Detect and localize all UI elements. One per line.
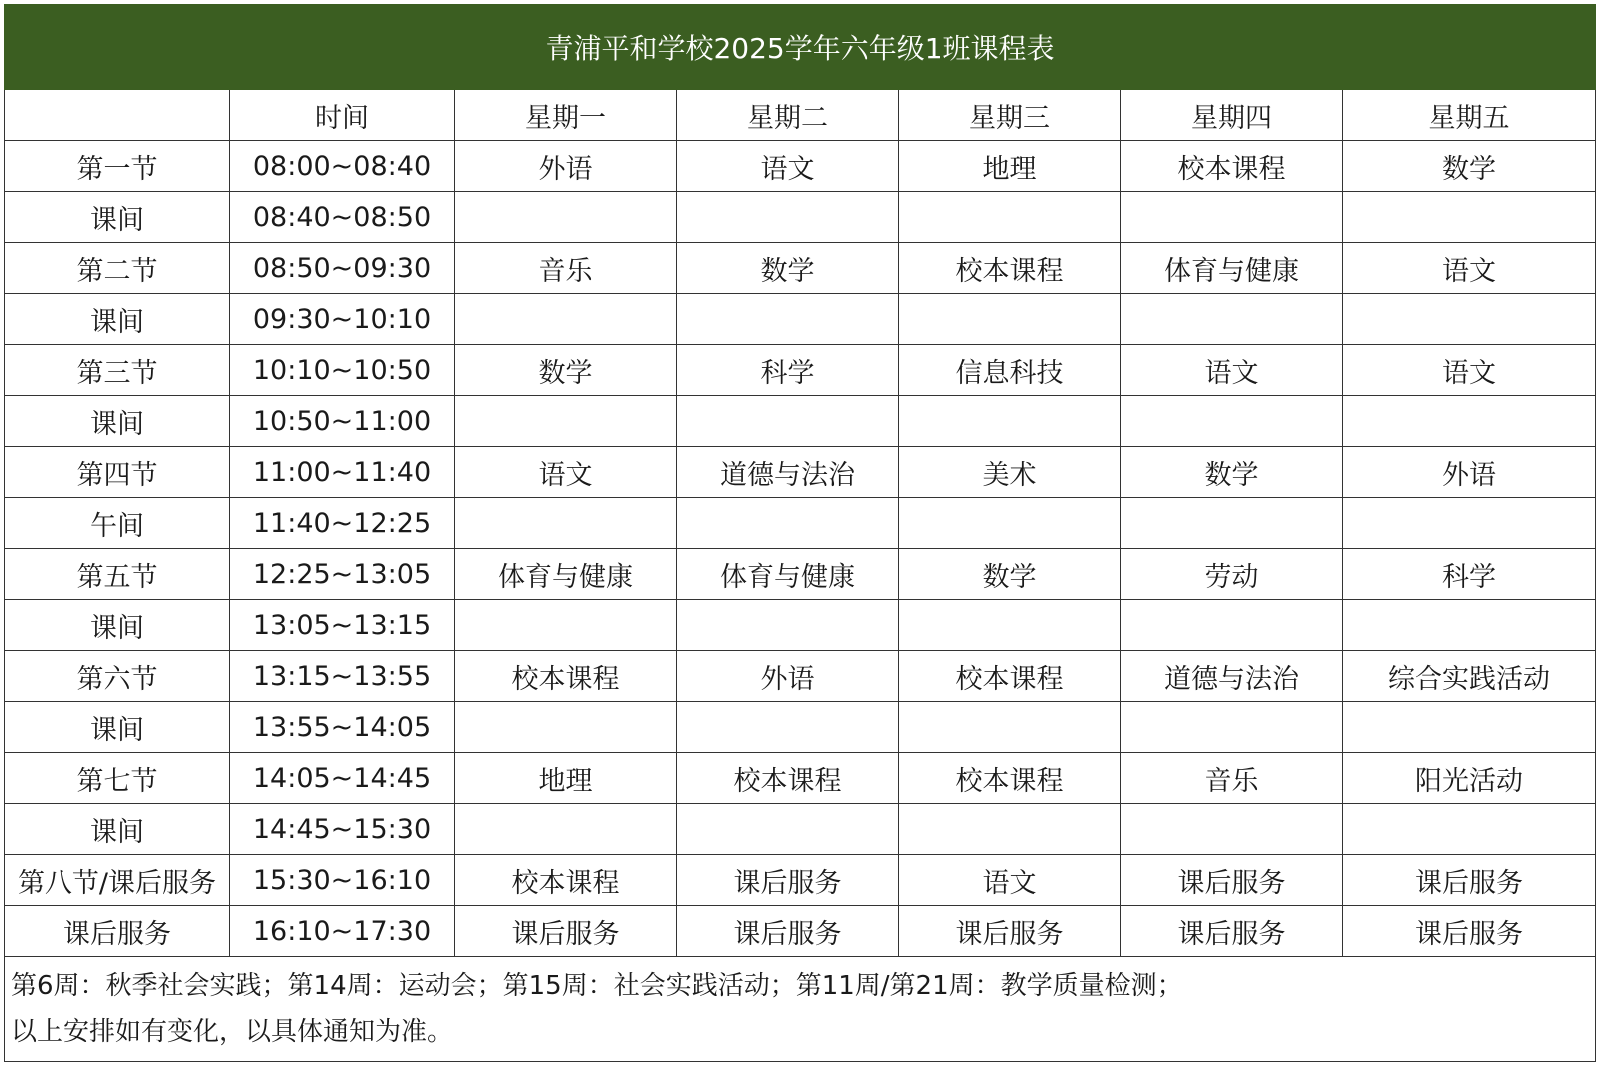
course-cell: 课后服务: [1121, 906, 1343, 957]
note-line: 第6周：秋季社会实践；第14周：运动会；第15周：社会实践活动；第11周/第21周：教学质量检测；: [11, 971, 1183, 1001]
time-cell: 13:55~14:05: [230, 702, 455, 753]
header-row: [5, 90, 1596, 141]
time-cell: 13:15~13:55: [230, 651, 455, 702]
course-cell: [455, 600, 677, 651]
course-cell: 校本课程: [677, 753, 899, 804]
time-cell: 11:00~11:40: [230, 447, 455, 498]
period-cell: 课间: [5, 804, 230, 855]
course-cell: 数学: [455, 345, 677, 396]
table-row: [5, 855, 1596, 906]
course-cell: [1343, 600, 1596, 651]
course-cell: 语文: [677, 141, 899, 192]
course-cell: 音乐: [1121, 753, 1343, 804]
table-row: [5, 804, 1596, 855]
course-cell: 课后服务: [455, 906, 677, 957]
course-cell: [899, 294, 1121, 345]
period-cell: 第五节: [5, 549, 230, 600]
course-cell: 语文: [1343, 345, 1596, 396]
time-cell: 11:40~12:25: [230, 498, 455, 549]
period-cell: 课间: [5, 702, 230, 753]
course-cell: [677, 192, 899, 243]
time-cell: 10:10~10:50: [230, 345, 455, 396]
time-cell: 09:30~10:10: [230, 294, 455, 345]
course-cell: 校本课程: [899, 651, 1121, 702]
course-cell: [899, 396, 1121, 447]
course-cell: 语文: [1343, 243, 1596, 294]
header-day-friday: 星期五: [1343, 90, 1596, 141]
course-cell: 语文: [899, 855, 1121, 906]
table-row: [5, 243, 1596, 294]
course-cell: 校本课程: [899, 243, 1121, 294]
course-cell: [677, 294, 899, 345]
period-cell: 午间: [5, 498, 230, 549]
period-cell: 第一节: [5, 141, 230, 192]
course-cell: [1343, 702, 1596, 753]
course-cell: [1121, 396, 1343, 447]
header-time: 时间: [230, 90, 455, 141]
course-cell: 外语: [455, 141, 677, 192]
table-row: [5, 192, 1596, 243]
header-day-monday: 星期一: [455, 90, 677, 141]
table-row: [5, 549, 1596, 600]
course-cell: 课后服务: [1121, 855, 1343, 906]
period-cell: 第六节: [5, 651, 230, 702]
time-cell: 14:05~14:45: [230, 753, 455, 804]
course-cell: 音乐: [455, 243, 677, 294]
period-cell: 课间: [5, 396, 230, 447]
course-cell: 外语: [677, 651, 899, 702]
course-cell: [899, 804, 1121, 855]
time-cell: 08:00~08:40: [230, 141, 455, 192]
course-cell: [677, 804, 899, 855]
course-cell: 校本课程: [455, 855, 677, 906]
course-cell: 劳动: [1121, 549, 1343, 600]
course-cell: [455, 804, 677, 855]
course-cell: 课后服务: [677, 906, 899, 957]
table-row: [5, 447, 1596, 498]
course-cell: 地理: [455, 753, 677, 804]
time-cell: 16:10~17:30: [230, 906, 455, 957]
course-cell: 语文: [455, 447, 677, 498]
course-cell: [455, 702, 677, 753]
course-cell: [899, 702, 1121, 753]
time-cell: 15:30~16:10: [230, 855, 455, 906]
table-row: [5, 498, 1596, 549]
course-cell: 综合实践活动: [1343, 651, 1596, 702]
course-cell: 科学: [1343, 549, 1596, 600]
table-row: [5, 702, 1596, 753]
course-cell: [455, 294, 677, 345]
time-cell: 14:45~15:30: [230, 804, 455, 855]
course-cell: [1121, 702, 1343, 753]
table-row: [5, 141, 1596, 192]
period-cell: 第七节: [5, 753, 230, 804]
course-cell: [1343, 396, 1596, 447]
course-cell: [1343, 294, 1596, 345]
course-cell: 美术: [899, 447, 1121, 498]
course-cell: 校本课程: [1121, 141, 1343, 192]
table-row: [5, 906, 1596, 957]
course-cell: 道德与法治: [677, 447, 899, 498]
course-cell: [899, 498, 1121, 549]
course-cell: 数学: [899, 549, 1121, 600]
period-cell: 第四节: [5, 447, 230, 498]
period-cell: 第八节/课后服务: [5, 855, 230, 906]
period-cell: 课后服务: [5, 906, 230, 957]
course-cell: 信息科技: [899, 345, 1121, 396]
time-cell: 08:50~09:30: [230, 243, 455, 294]
course-cell: 语文: [1121, 345, 1343, 396]
course-cell: [899, 192, 1121, 243]
course-cell: 科学: [677, 345, 899, 396]
course-cell: 课后服务: [899, 906, 1121, 957]
header-day-thursday: 星期四: [1121, 90, 1343, 141]
course-cell: [677, 498, 899, 549]
time-cell: 12:25~13:05: [230, 549, 455, 600]
course-cell: [1343, 192, 1596, 243]
time-cell: 13:05~13:15: [230, 600, 455, 651]
period-cell: 课间: [5, 294, 230, 345]
course-cell: 课后服务: [1343, 855, 1596, 906]
table-title: 青浦平和学校2025学年六年级1班课程表: [5, 5, 1596, 90]
course-cell: 数学: [677, 243, 899, 294]
course-cell: 体育与健康: [677, 549, 899, 600]
course-cell: [455, 498, 677, 549]
course-cell: 地理: [899, 141, 1121, 192]
course-cell: 道德与法治: [1121, 651, 1343, 702]
course-cell: 体育与健康: [1121, 243, 1343, 294]
course-cell: [1343, 804, 1596, 855]
course-cell: 校本课程: [455, 651, 677, 702]
table-row: [5, 396, 1596, 447]
table-row: [5, 294, 1596, 345]
period-cell: 课间: [5, 600, 230, 651]
course-cell: [677, 396, 899, 447]
course-cell: 外语: [1343, 447, 1596, 498]
table-row: [5, 345, 1596, 396]
course-cell: 体育与健康: [455, 549, 677, 600]
course-cell: [899, 600, 1121, 651]
course-cell: [1121, 600, 1343, 651]
course-cell: [1343, 498, 1596, 549]
header-day-wednesday: 星期三: [899, 90, 1121, 141]
table-row: [5, 753, 1596, 804]
table-row: [5, 651, 1596, 702]
header-blank-cell: [5, 90, 230, 141]
course-cell: [455, 396, 677, 447]
course-cell: [677, 600, 899, 651]
course-cell: [677, 702, 899, 753]
course-cell: [1121, 804, 1343, 855]
course-cell: 课后服务: [1343, 906, 1596, 957]
period-cell: 第三节: [5, 345, 230, 396]
course-cell: 课后服务: [677, 855, 899, 906]
course-cell: 数学: [1343, 141, 1596, 192]
course-cell: [1121, 192, 1343, 243]
course-cell: 阳光活动: [1343, 753, 1596, 804]
timetable-sheet: [4, 4, 1595, 1062]
period-cell: 课间: [5, 192, 230, 243]
header-day-tuesday: 星期二: [677, 90, 899, 141]
course-cell: [455, 192, 677, 243]
note-line: 以上安排如有变化，以具体通知为准。: [11, 1017, 454, 1047]
table-row: [5, 600, 1596, 651]
period-cell: 第二节: [5, 243, 230, 294]
course-cell: [1121, 294, 1343, 345]
course-cell: [1121, 498, 1343, 549]
timetable: [4, 4, 1596, 1062]
course-cell: 校本课程: [899, 753, 1121, 804]
notes-cell: [5, 957, 1596, 1062]
time-cell: 10:50~11:00: [230, 396, 455, 447]
course-cell: 数学: [1121, 447, 1343, 498]
time-cell: 08:40~08:50: [230, 192, 455, 243]
